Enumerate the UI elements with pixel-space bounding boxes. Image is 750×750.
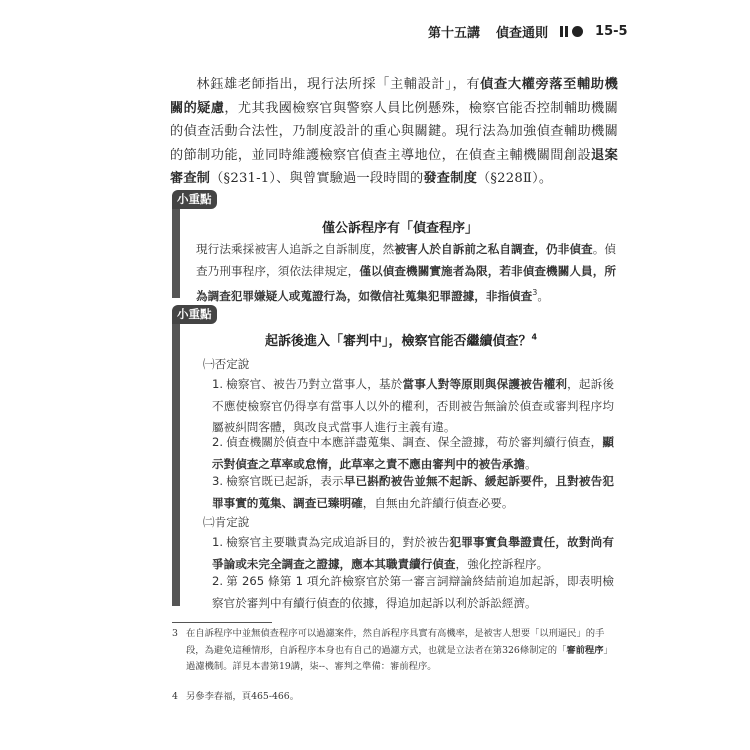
- publisher-logo-icon: [560, 26, 583, 37]
- list-item: 3. 檢察官既已起訴，表示早已斟酌被告並無不起訴、緩起訴要件，且對被告犯罪事實的蒐集、調查已臻明確，自無由允許續行偵查必要。: [212, 474, 614, 510]
- list-item: 1. 檢察官、被告乃對立當事人，基於當事人對等原則與保護被告權利，起訴後不應使檢察官仍得享有當事人以外的權利，否則被告無論於偵查或審判程序均屬被糾問客體，與改良式當事人進行主義有違。: [212, 377, 614, 434]
- running-header: [428, 22, 628, 41]
- page-number: 15-5: [595, 24, 628, 39]
- positive-view-label: ㈡肯定說: [203, 515, 250, 529]
- list-item: 2. 第 265 條第 1 項允許檢察官於第一審言詞辯論終結前追加起訴，即表明檢察官於審判中有續行偵查的依據，得追加起訴以利於訴訟經濟。: [212, 574, 614, 610]
- footnote: 3 在自訴程序中並無偵查程序可以過濾案件，然自訴程序具實有高機率，是被害人想要「以刑逼民」的手段，為避免這種情形，自訴程序本身也有自己的過濾方式，也就是立法者在第326條制定的「審前程序」過濾機制。詳見本書第19講，柒--、審判之準備：審前程序。: [172, 628, 613, 672]
- box1-text: 現行法乘採被害人追訴之自訴制度，然被害人於自訴前之私自調查，仍非偵查。偵查乃刑事程序，須依法律規定，僅以偵查機關實施者為限，若非偵查機關人員，所為調查犯罪嫌疑人或蒐證行為，如徵信社蒐集犯罪證據，非指偵查$^3$。: [196, 242, 616, 303]
- chapter-label: 第十五講: [428, 26, 481, 41]
- box1-title: 僅公訴程序有「偵查程序」: [322, 221, 479, 236]
- key-point-tag: 小重點: [172, 190, 217, 209]
- key-point-bar: [172, 324, 180, 606]
- footnote: 4 另參李春福，頁465-466。: [172, 691, 300, 702]
- box2-title: 起訴後進入「審判中」，檢察官能否繼續偵查？$^4$: [265, 332, 538, 349]
- list-item: 1. 檢察官主要職責為完成追訴目的，對於被告犯罪事實負舉證責任，故對尚有爭論或未完全調查之證據，應本其職責續行偵查，強化控訴程序。: [212, 535, 614, 571]
- list-item: 2. 偵查機關於偵查中本應詳盡蒐集、調查、保全證據，苟於審判續行偵查，顯示對偵查之草率或怠惰，此草率之責不應由審判中的被告承擔。: [212, 435, 614, 471]
- footnote-rule: [172, 622, 272, 623]
- key-point-bar: [172, 209, 180, 298]
- key-point-tag: 小重點: [172, 305, 217, 324]
- negative-view-label: ㈠否定說: [203, 357, 250, 371]
- chapter-title: 偵查通則: [496, 26, 549, 41]
- intro-paragraph: 林鈺雄老師指出，現行法所採「主輔設計」，有偵查大權旁落至輔助機關的疑慮，尤其我國檢察官與警察人員比例懸殊，檢察官能否控制輔助機關的偵查活動合法性，乃制度設計的重心與關鍵。現行法為加強偵查輔助機關的節制功能，並同時維護檢察官偵查主導地位，在偵查主輔機關間創設退案審查制（§231-1）、與曾實驗過一段時間的發查制度（§228Ⅱ）。: [170, 77, 619, 186]
